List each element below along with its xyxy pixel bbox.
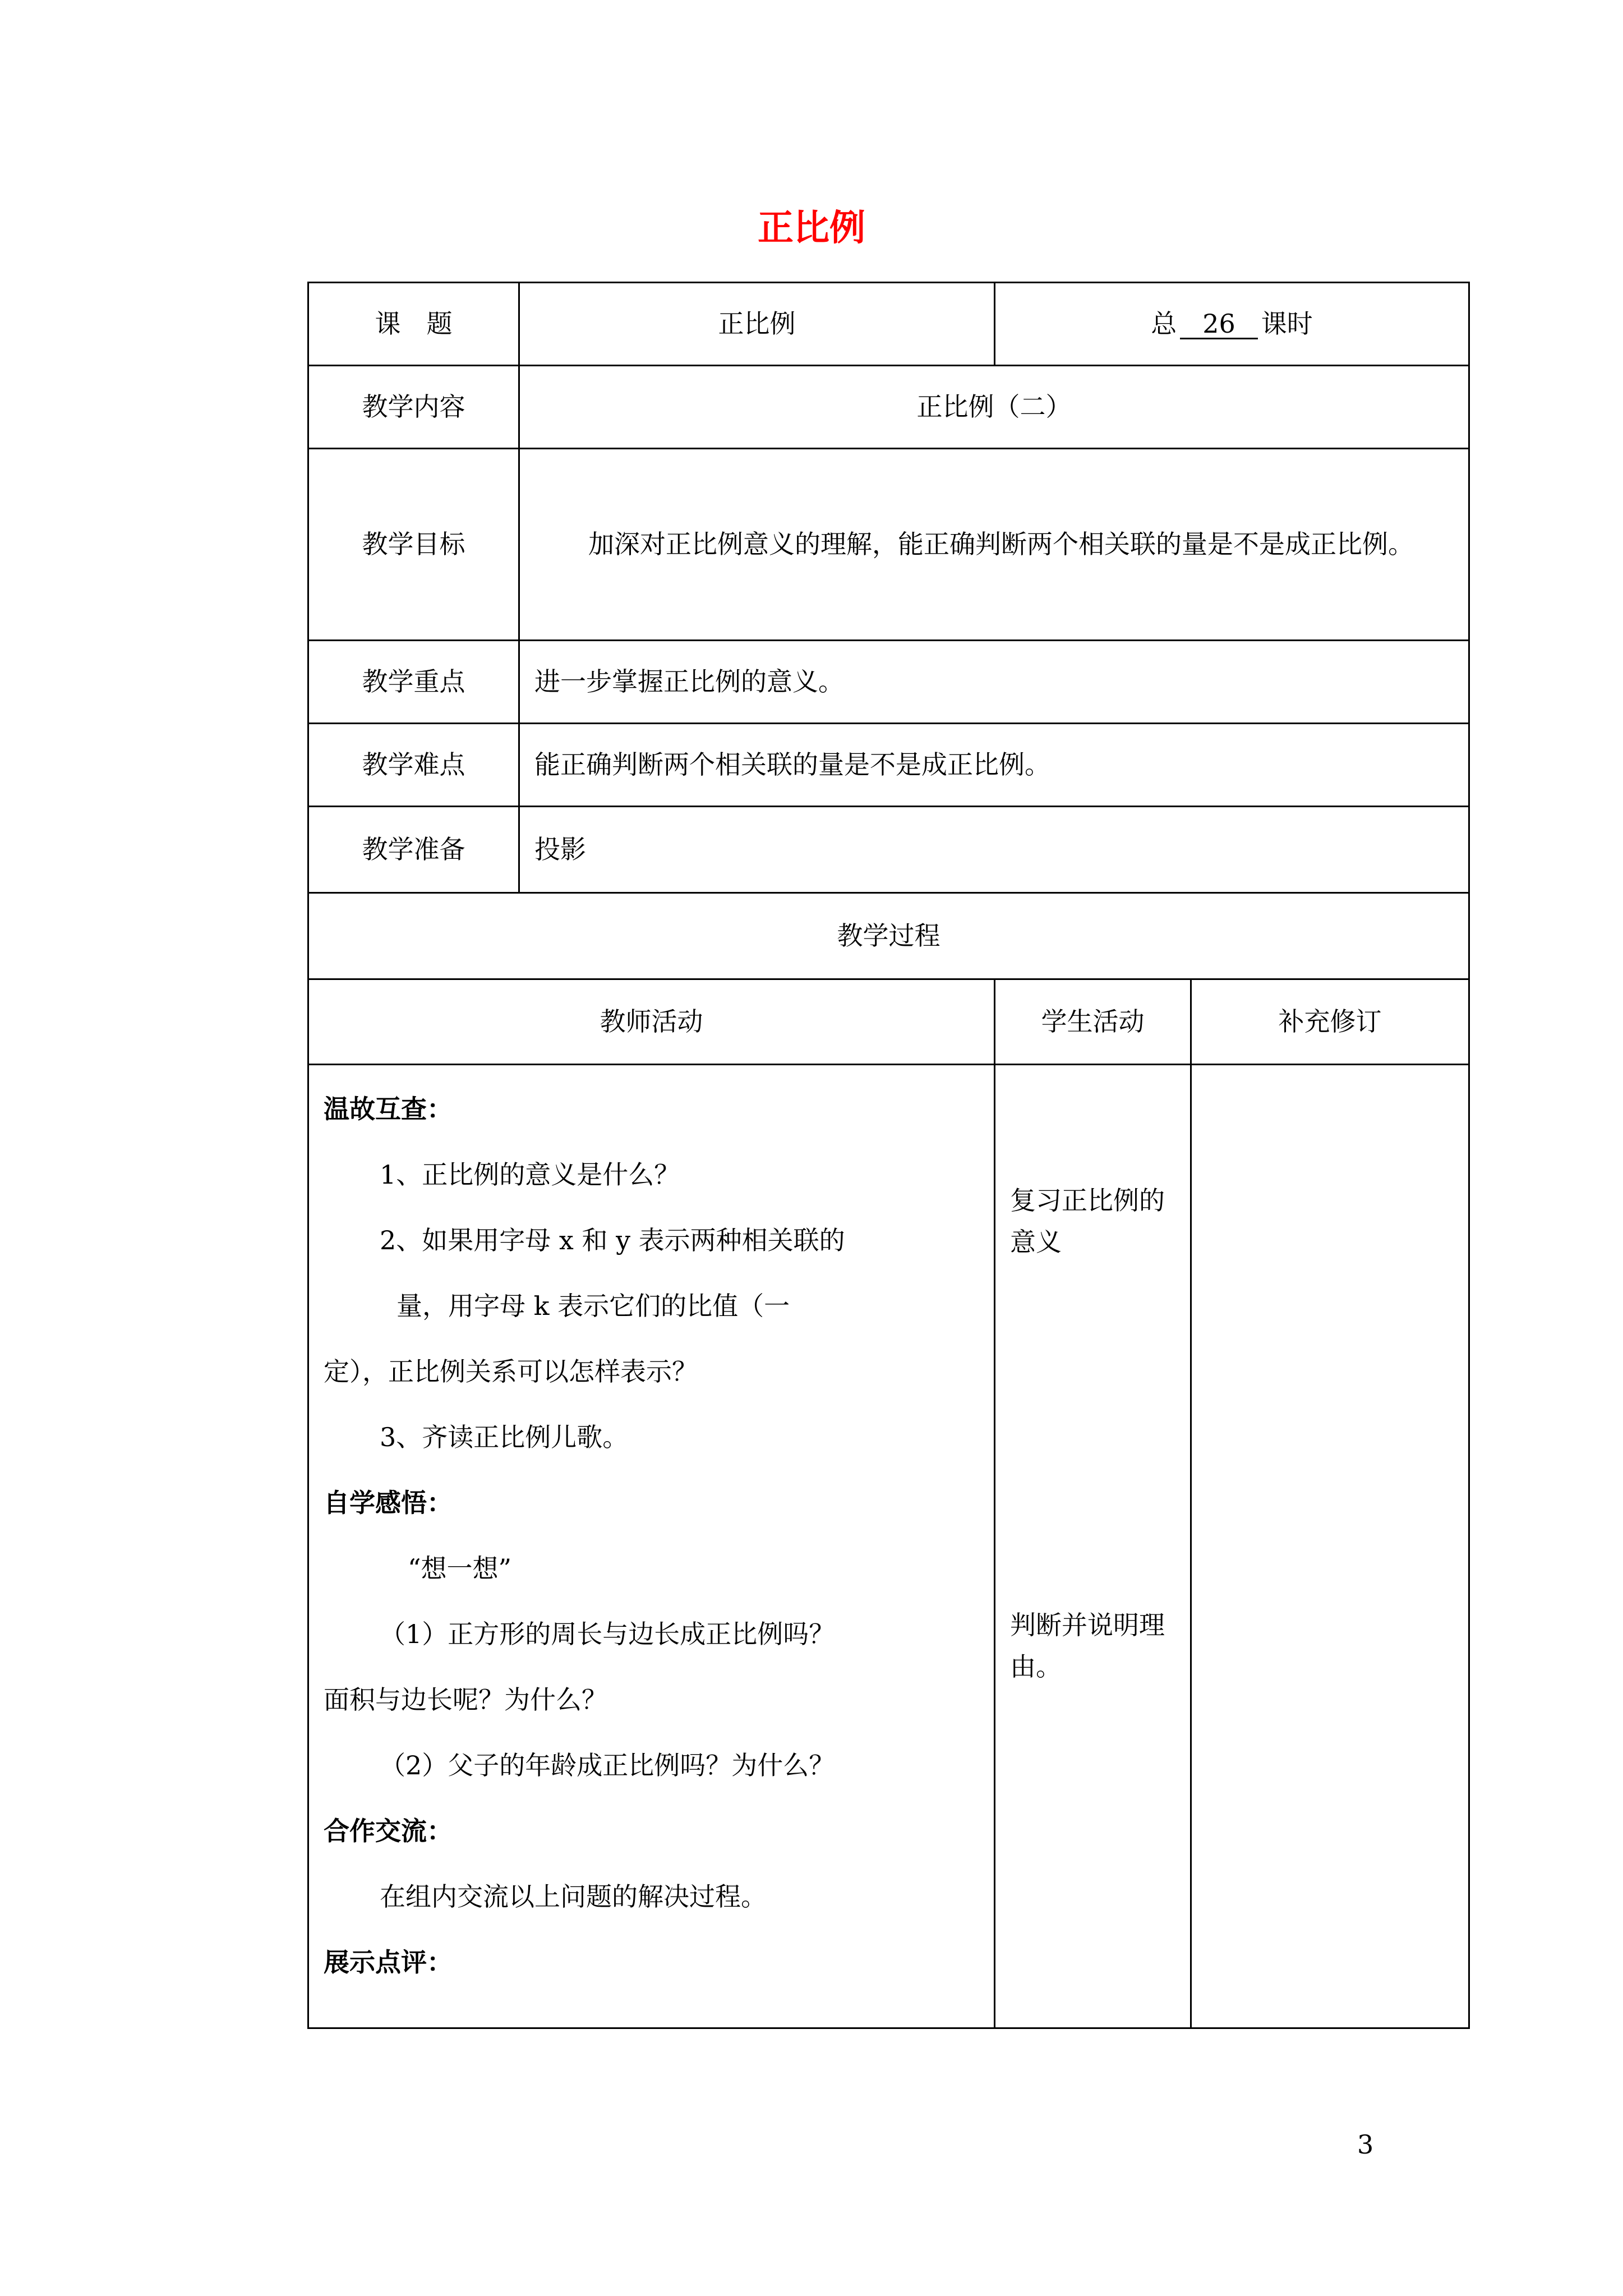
teacher-activity-header: 教师活动	[308, 979, 995, 1065]
document-title: 正比例	[758, 208, 865, 249]
process-title: 教学过程	[308, 893, 1469, 979]
student-activity-header: 学生活动	[995, 979, 1191, 1065]
review-question-2-cont: 量，用字母 k 表示它们的比值（一	[396, 1291, 790, 1321]
process-header-row	[308, 979, 1469, 1065]
difficulty-row	[308, 724, 1469, 807]
goal-label: 教学目标	[308, 449, 519, 641]
lesson-plan-table	[307, 282, 1470, 2029]
process-title-row	[308, 893, 1469, 979]
goal-value: 加深对正比例意义的理解，能正确判断两个相关联的量是不是成正比例。	[519, 449, 1469, 641]
section-heading-review: 温故互查：	[324, 1094, 453, 1124]
student-activity-cell	[995, 1065, 1191, 2028]
teacher-activity-cell	[308, 1065, 995, 2028]
preparation-row	[308, 807, 1469, 893]
review-question-2: 2、如果用字母 x 和 y 表示两种相关联的	[380, 1225, 845, 1255]
content-value: 正比例（二）	[519, 366, 1469, 449]
total-hours	[995, 283, 1469, 366]
key-point-value: 进一步掌握正比例的意义。	[519, 641, 1469, 724]
review-question-1: 1、正比例的意义是什么？	[380, 1159, 680, 1190]
revision-cell	[1191, 1065, 1469, 2028]
key-point-row	[308, 641, 1469, 724]
preparation-label: 教学准备	[308, 807, 519, 893]
process-content-row	[308, 1065, 1469, 2028]
review-question-3: 3、齐读正比例儿歌。	[380, 1422, 629, 1452]
section-heading-cooperation: 合作交流：	[324, 1816, 453, 1846]
cooperation-text: 在组内交流以上问题的解决过程。	[380, 1881, 767, 1912]
topic-label: 课 题	[308, 283, 519, 366]
review-question-2-end: 定），正比例关系可以怎样表示？	[324, 1356, 698, 1387]
topic-value: 正比例	[519, 283, 995, 366]
goal-row	[308, 449, 1469, 641]
student-note-review: 复习正比例的意义	[1010, 1185, 1165, 1257]
think-prompt: “想一想”	[408, 1553, 512, 1584]
total-prefix: 总	[1151, 308, 1177, 339]
student-note-judge: 判断并说明理由。	[1010, 1610, 1165, 1682]
key-point-label: 教学重点	[308, 641, 519, 724]
total-hours-value: 26	[1180, 310, 1258, 340]
preparation-value: 投影	[519, 807, 1469, 893]
revision-header: 补充修订	[1191, 979, 1469, 1065]
total-suffix: 课时	[1261, 308, 1313, 339]
think-question-1: （1）正方形的周长与边长成正比例吗？	[380, 1619, 835, 1649]
difficulty-value: 能正确判断两个相关联的量是不是成正比例。	[519, 724, 1469, 807]
topic-row	[308, 283, 1469, 366]
section-heading-self-study: 自学感悟：	[324, 1488, 453, 1518]
think-question-2: （2）父子的年龄成正比例吗？为什么？	[380, 1750, 835, 1780]
difficulty-label: 教学难点	[308, 724, 519, 807]
section-heading-presentation: 展示点评：	[324, 1947, 453, 1977]
page-number: 3	[1357, 2129, 1374, 2160]
content-label: 教学内容	[308, 366, 519, 449]
think-question-1-cont: 面积与边长呢？为什么？	[324, 1685, 607, 1715]
content-row	[308, 366, 1469, 449]
